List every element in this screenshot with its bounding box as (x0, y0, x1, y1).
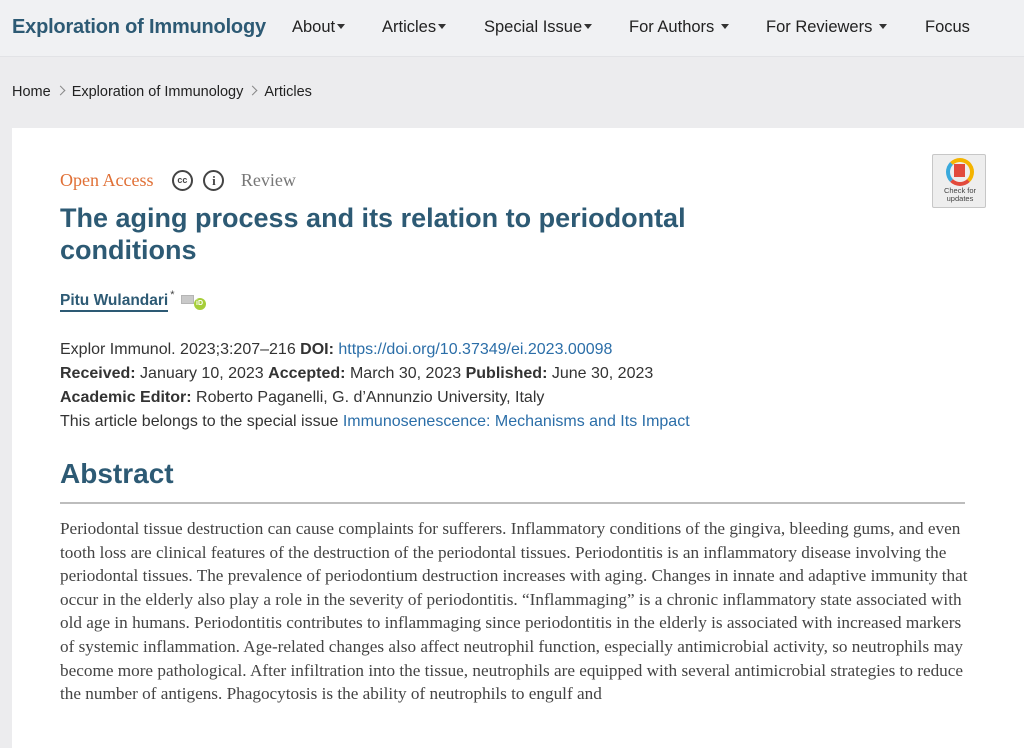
accepted-label: Accepted: (268, 365, 346, 382)
nav-for-authors[interactable] (629, 18, 729, 37)
bookmark-icon (954, 164, 965, 177)
doi-label: DOI: (300, 341, 334, 358)
author-link[interactable]: Pitu Wulandari (60, 292, 168, 312)
abstract-heading: Abstract (60, 458, 174, 489)
caret-down-icon (721, 24, 729, 29)
chevron-right-icon (248, 86, 258, 96)
nav-focus[interactable] (925, 18, 970, 37)
section-divider (60, 502, 965, 504)
chevron-right-icon (55, 86, 65, 96)
caret-down-icon (438, 24, 446, 29)
site-brand-link[interactable]: Exploration of Immunology (12, 16, 266, 38)
nav-articles[interactable] (382, 18, 446, 37)
editor-label: Academic Editor: (60, 389, 192, 406)
nav-for-authors-label: For Authors (629, 18, 715, 36)
article-type-label: Review (240, 170, 296, 190)
editor-line (60, 386, 960, 410)
doi-link[interactable]: https://doi.org/10.37349/ei.2023.00098 (338, 341, 613, 358)
mail-icon[interactable] (181, 295, 194, 304)
nav-special-issue[interactable] (484, 18, 592, 37)
article-card (12, 128, 1024, 748)
nav-about-label: About (292, 18, 336, 36)
published-date: June 30, 2023 (551, 365, 654, 382)
abstract-text: Periodontal tissue destruction can cause complaints for sufferers. Inflammatory conditions of the gingiva, bleeding gums, and even tooth loss are clinical features of the destruction of the periodontal tissues. Periodontitis is an inflammatory disease involving the periodontal tissues. The prevalence of periodontium destruction increases with aging. Changes in innate and adaptive immunity that occur in the elderly also play a role in the severity of periodontitis. “Inflammaging” is a chronic inflammatory state associated with old age in humans. Periodontitis contributes to inflammaging since periodontitis in the elderly is associated with increased markers of systemic inflammation. Age-related changes also affect neutrophil function, especially antimicrobial activity, so neutrophils may become more pathological. After infiltration into the tissue, neutrophils are equipped with several antimicrobial strategies to reduce the number of antigens. Phagocytosis is the ability of neutrophils to engulf and (60, 519, 968, 704)
nav-focus-label: Focus (925, 18, 970, 36)
breadcrumb-home[interactable]: Home (12, 84, 51, 100)
article-info (60, 338, 960, 434)
nav-for-reviewers[interactable] (766, 18, 887, 37)
special-issue-link[interactable]: Immunosenescence: Mechanisms and Its Impact (342, 413, 690, 430)
nav-special-issue-label: Special Issue (484, 18, 583, 36)
nav-for-reviewers-label: For Reviewers (766, 18, 873, 36)
citation-line (60, 338, 960, 362)
nav-about[interactable] (292, 18, 345, 37)
article-meta-row (60, 170, 296, 196)
special-issue-line (60, 410, 960, 434)
received-label: Received: (60, 365, 136, 382)
top-navigation (0, 0, 1024, 57)
accepted-date: March 30, 2023 (349, 365, 462, 382)
dates-line (60, 362, 960, 386)
article-title: The aging process and its relation to periodontal conditions (60, 203, 686, 265)
cc-icon[interactable]: cc (172, 170, 193, 191)
breadcrumb (12, 84, 312, 100)
special-issue-prefix: This article belongs to the special issue (60, 413, 339, 430)
corresponding-author-mark: * (170, 289, 175, 301)
citation-text: Explor Immunol. 2023;3:207–216 (60, 341, 296, 358)
published-label: Published: (465, 365, 548, 382)
orcid-icon[interactable]: iD (194, 298, 206, 310)
editor-name: Roberto Paganelli, G. d’Annunzio University, Italy (196, 389, 545, 406)
author-row (60, 289, 206, 310)
caret-down-icon (879, 24, 887, 29)
received-date: January 10, 2023 (140, 365, 264, 382)
nav-articles-label: Articles (382, 18, 437, 36)
breadcrumb-articles[interactable]: Articles (264, 84, 312, 100)
check-for-updates-badge[interactable] (932, 154, 986, 208)
by-attribution-icon[interactable]: i (203, 170, 224, 191)
open-access-label: Open Access (60, 170, 154, 190)
caret-down-icon (337, 24, 345, 29)
breadcrumb-journal[interactable]: Exploration of Immunology (71, 84, 244, 100)
check-for-updates-label: Check for updates (943, 186, 977, 203)
caret-down-icon (584, 24, 592, 29)
